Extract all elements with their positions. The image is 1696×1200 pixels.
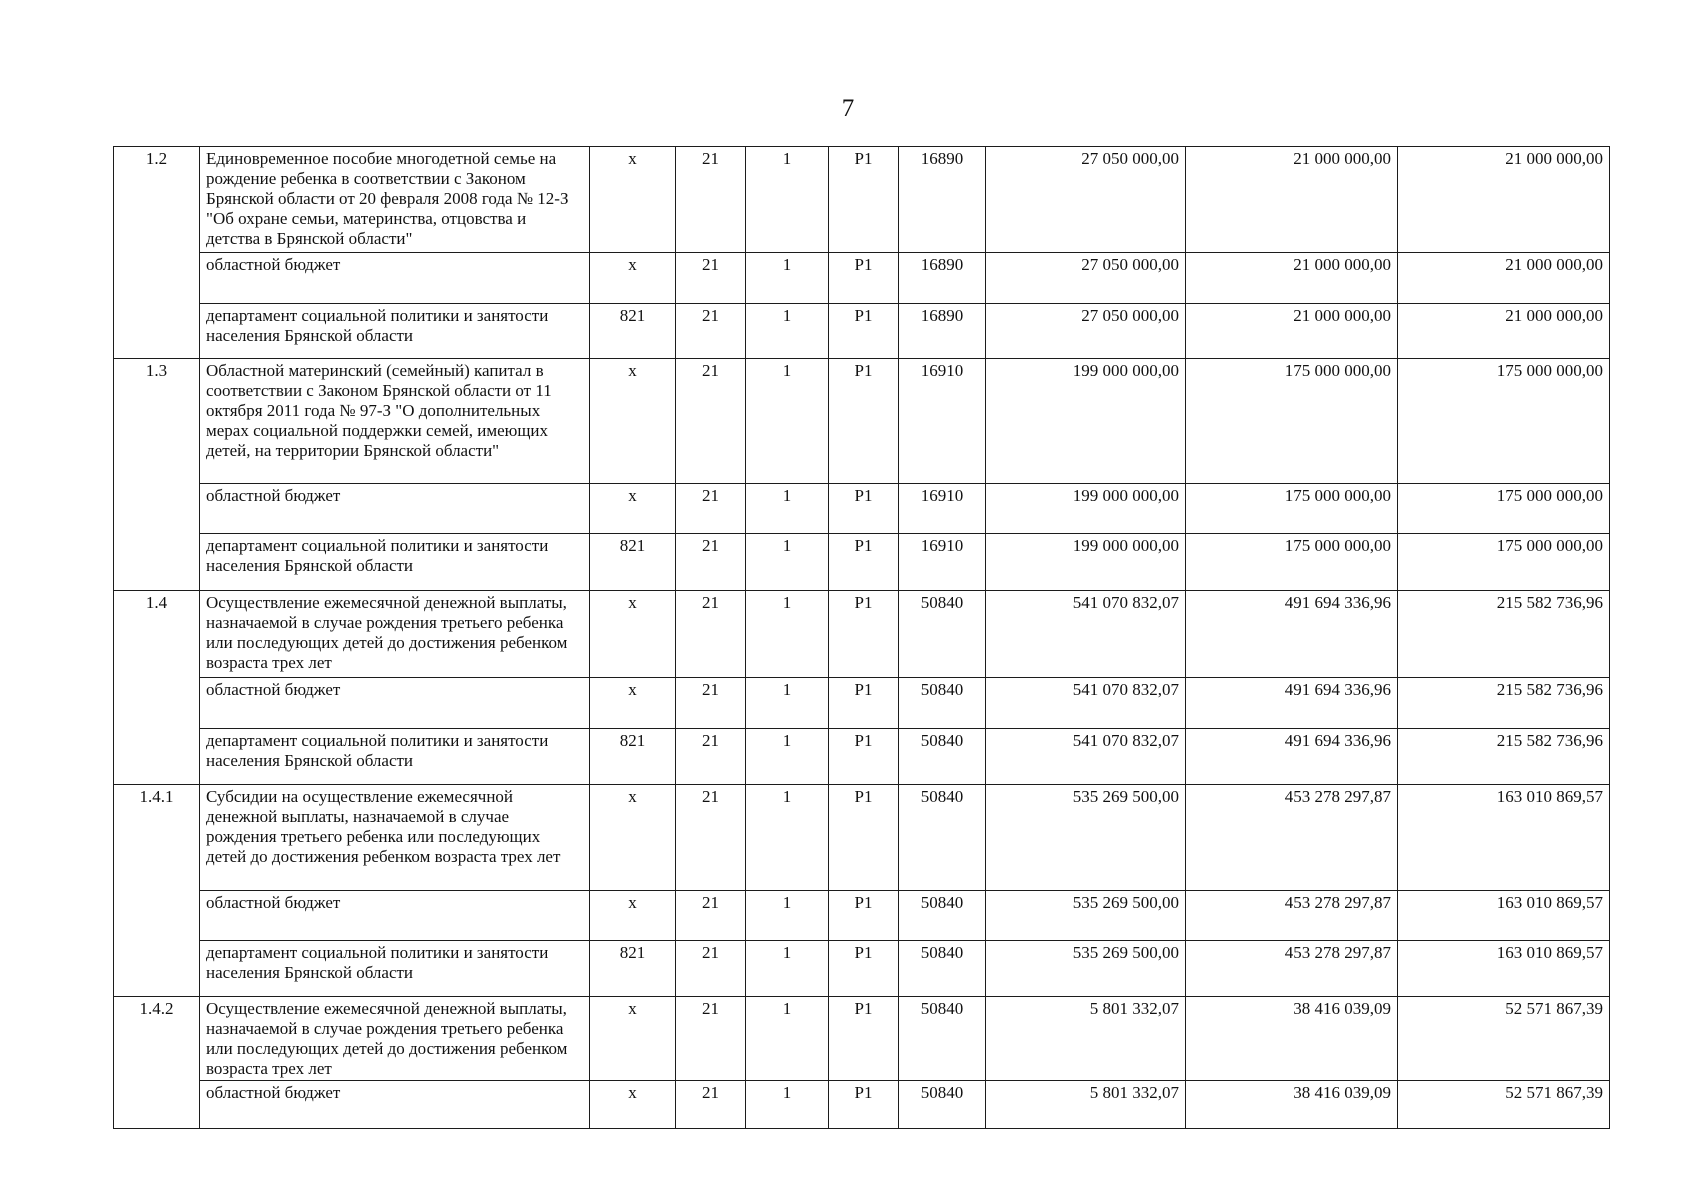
subprogram-code: 1 [746,304,829,359]
subprogram-code: 1 [746,484,829,534]
amount-year-3: 163 010 869,57 [1398,891,1610,941]
direction-code: 50840 [899,997,986,1081]
amount-year-3: 21 000 000,00 [1398,147,1610,253]
program-code: 21 [676,253,746,304]
grbs-code: х [590,1081,676,1129]
project-code: P1 [829,304,899,359]
amount-year-2: 491 694 336,96 [1186,678,1398,729]
subprogram-code: 1 [746,941,829,997]
subprogram-code: 1 [746,678,829,729]
grbs-code: х [590,253,676,304]
grbs-code: х [590,785,676,891]
row-name: департамент социальной политики и занятости населения Брянской области [200,534,590,591]
amount-year-3: 215 582 736,96 [1398,591,1610,678]
subprogram-code: 1 [746,253,829,304]
table-row [114,1081,1610,1129]
project-code: P1 [829,785,899,891]
amount-year-1: 5 801 332,07 [986,997,1186,1081]
direction-code: 50840 [899,891,986,941]
program-code: 21 [676,591,746,678]
project-code: P1 [829,359,899,484]
amount-year-3: 175 000 000,00 [1398,484,1610,534]
amount-year-1: 27 050 000,00 [986,253,1186,304]
amount-year-3: 215 582 736,96 [1398,729,1610,785]
table-row [114,678,1610,729]
project-code: P1 [829,997,899,1081]
row-name: департамент социальной политики и занятости населения Брянской области [200,729,590,785]
direction-code: 50840 [899,591,986,678]
program-code: 21 [676,678,746,729]
amount-year-2: 21 000 000,00 [1186,147,1398,253]
row-number: 1.3 [114,359,200,591]
grbs-code: х [590,891,676,941]
table-row [114,304,1610,359]
project-code: P1 [829,591,899,678]
row-name: областной бюджет [200,1081,590,1129]
amount-year-2: 453 278 297,87 [1186,785,1398,891]
subprogram-code: 1 [746,1081,829,1129]
amount-year-3: 175 000 000,00 [1398,359,1610,484]
amount-year-3: 21 000 000,00 [1398,253,1610,304]
row-name: областной бюджет [200,253,590,304]
table-row [114,997,1610,1081]
project-code: P1 [829,678,899,729]
amount-year-3: 163 010 869,57 [1398,941,1610,997]
row-name: областной бюджет [200,484,590,534]
amount-year-2: 38 416 039,09 [1186,997,1398,1081]
program-code: 21 [676,997,746,1081]
project-code: P1 [829,729,899,785]
grbs-code: х [590,678,676,729]
row-name: Субсидии на осуществление ежемесячной денежной выплаты, назначаемой в случае рождения третьего ребенка или последующих детей до достижения ребенком возраста трех лет [200,785,590,891]
amount-year-1: 541 070 832,07 [986,678,1186,729]
grbs-code: х [590,591,676,678]
amount-year-1: 5 801 332,07 [986,1081,1186,1129]
amount-year-2: 175 000 000,00 [1186,534,1398,591]
row-name: Единовременное пособие многодетной семье на рождение ребенка в соответствии с Законом Брянской области от 20 февраля 2008 года № 12-З "Об охране семьи, материнства, отцовства и детства в Брянской области" [200,147,590,253]
grbs-code: 821 [590,534,676,591]
amount-year-3: 52 571 867,39 [1398,1081,1610,1129]
amount-year-3: 215 582 736,96 [1398,678,1610,729]
grbs-code: х [590,997,676,1081]
direction-code: 50840 [899,1081,986,1129]
subprogram-code: 1 [746,534,829,591]
project-code: P1 [829,891,899,941]
project-code: P1 [829,147,899,253]
table-row [114,891,1610,941]
row-number: 1.4.2 [114,997,200,1129]
subprogram-code: 1 [746,997,829,1081]
direction-code: 16910 [899,359,986,484]
amount-year-2: 491 694 336,96 [1186,729,1398,785]
direction-code: 50840 [899,941,986,997]
direction-code: 16890 [899,304,986,359]
amount-year-3: 21 000 000,00 [1398,304,1610,359]
row-name: департамент социальной политики и занятости населения Брянской области [200,304,590,359]
subprogram-code: 1 [746,147,829,253]
amount-year-3: 163 010 869,57 [1398,785,1610,891]
amount-year-2: 175 000 000,00 [1186,359,1398,484]
subprogram-code: 1 [746,729,829,785]
amount-year-1: 535 269 500,00 [986,891,1186,941]
row-name: департамент социальной политики и занятости населения Брянской области [200,941,590,997]
row-name: Осуществление ежемесячной денежной выплаты, назначаемой в случае рождения третьего ребенка или последующих детей до достижения ребенком возраста трех лет [200,997,590,1081]
project-code: P1 [829,484,899,534]
grbs-code: х [590,484,676,534]
amount-year-1: 535 269 500,00 [986,785,1186,891]
table-row [114,253,1610,304]
amount-year-3: 175 000 000,00 [1398,534,1610,591]
amount-year-1: 27 050 000,00 [986,147,1186,253]
grbs-code: 821 [590,304,676,359]
grbs-code: 821 [590,941,676,997]
table-row [114,729,1610,785]
amount-year-1: 535 269 500,00 [986,941,1186,997]
grbs-code: х [590,359,676,484]
row-number: 1.2 [114,147,200,359]
row-name: областной бюджет [200,678,590,729]
program-code: 21 [676,941,746,997]
amount-year-3: 52 571 867,39 [1398,997,1610,1081]
amount-year-2: 453 278 297,87 [1186,891,1398,941]
program-code: 21 [676,484,746,534]
table-row [114,591,1610,678]
budget-table [113,146,1610,1129]
program-code: 21 [676,534,746,591]
project-code: P1 [829,534,899,591]
amount-year-1: 199 000 000,00 [986,359,1186,484]
table-row [114,359,1610,484]
program-code: 21 [676,147,746,253]
program-code: 21 [676,785,746,891]
project-code: P1 [829,1081,899,1129]
subprogram-code: 1 [746,591,829,678]
table-row [114,785,1610,891]
program-code: 21 [676,304,746,359]
project-code: P1 [829,941,899,997]
table-row [114,484,1610,534]
program-code: 21 [676,359,746,484]
direction-code: 50840 [899,785,986,891]
project-code: P1 [829,253,899,304]
table-row [114,941,1610,997]
amount-year-2: 38 416 039,09 [1186,1081,1398,1129]
grbs-code: 821 [590,729,676,785]
subprogram-code: 1 [746,891,829,941]
table-row [114,147,1610,253]
direction-code: 16910 [899,484,986,534]
row-number: 1.4 [114,591,200,785]
page-number: 7 [841,95,855,122]
amount-year-2: 453 278 297,87 [1186,941,1398,997]
row-name: Областной материнский (семейный) капитал в соответствии с Законом Брянской области от 11 октября 2011 года № 97-З "О дополнительных мерах социальной поддержки семей, имеющих детей, на территории Брянской области" [200,359,590,484]
program-code: 21 [676,729,746,785]
row-name: областной бюджет [200,891,590,941]
grbs-code: х [590,147,676,253]
subprogram-code: 1 [746,359,829,484]
amount-year-2: 491 694 336,96 [1186,591,1398,678]
direction-code: 16910 [899,534,986,591]
amount-year-1: 27 050 000,00 [986,304,1186,359]
direction-code: 16890 [899,147,986,253]
amount-year-2: 21 000 000,00 [1186,304,1398,359]
subprogram-code: 1 [746,785,829,891]
amount-year-2: 21 000 000,00 [1186,253,1398,304]
table-row [114,534,1610,591]
row-number: 1.4.1 [114,785,200,997]
amount-year-1: 199 000 000,00 [986,484,1186,534]
direction-code: 50840 [899,729,986,785]
row-name: Осуществление ежемесячной денежной выплаты, назначаемой в случае рождения третьего ребенка или последующих детей до достижения ребенком возраста трех лет [200,591,590,678]
amount-year-2: 175 000 000,00 [1186,484,1398,534]
direction-code: 16890 [899,253,986,304]
program-code: 21 [676,1081,746,1129]
program-code: 21 [676,891,746,941]
amount-year-1: 199 000 000,00 [986,534,1186,591]
amount-year-1: 541 070 832,07 [986,591,1186,678]
direction-code: 50840 [899,678,986,729]
amount-year-1: 541 070 832,07 [986,729,1186,785]
